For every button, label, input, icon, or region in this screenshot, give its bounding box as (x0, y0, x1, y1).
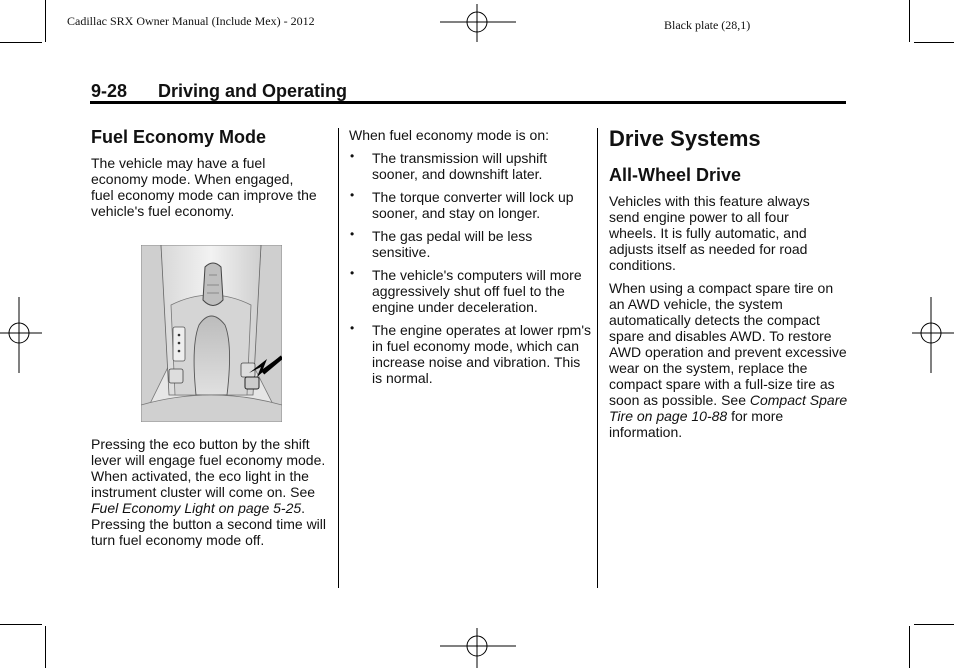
column-divider-1 (338, 128, 339, 588)
registration-mark-bottom (440, 628, 516, 668)
bullet-icon: • (350, 321, 355, 335)
section-title: Driving and Operating (158, 81, 348, 101)
all-wheel-drive-heading: All-Wheel Drive (609, 165, 742, 185)
list-item-text: The engine operates at lower rpm's in fuel economy mode, which can increase noise and vibration. This is normal. (372, 322, 592, 386)
list-item-text: The gas pedal will be less sensitive. (372, 228, 533, 260)
eco-button-paragraph (91, 436, 327, 548)
fuel-economy-light-link[interactable]: Fuel Economy Light on page 5-25 (91, 500, 302, 516)
compact-spare-tire-link[interactable]: Compact Spare Tire on page 10-88 (609, 392, 848, 424)
fuel-economy-heading: Fuel Economy Mode (91, 127, 267, 147)
manual-title: Cadillac SRX Owner Manual (Include Mex) - 2012 (67, 14, 315, 28)
shift-console-illustration (141, 245, 282, 422)
bullet-icon: • (350, 188, 355, 202)
awd-text-1: When using a compact spare tire on an AWD vehicle, the system automatically detects the compact spare and disables AWD. To restore AWD operation and prevent excessive wear on the system, replace the compact spare with a full-size tire as soon as possible. See (609, 280, 847, 408)
bullet-icon: • (350, 149, 355, 163)
list-item (349, 228, 591, 260)
list-item (349, 189, 591, 221)
head-rule (90, 101, 846, 104)
bullet-icon: • (350, 266, 355, 280)
list-item-text: The vehicle's computers will more aggressively shut off fuel to the engine under deceleration. (372, 267, 582, 315)
awd-text-2: for more information. (609, 408, 784, 440)
fuel-economy-intro: The vehicle may have a fuel economy mode. When engaged, fuel economy mode can improve the vehicle's fuel economy. (91, 155, 317, 219)
plate-label: Black plate (28,1) (664, 18, 751, 32)
list-item (349, 150, 591, 182)
list-item (349, 322, 591, 386)
awd-paragraph-2 (609, 280, 849, 440)
registration-mark-top (440, 4, 516, 42)
list-item-text: The torque converter will lock up sooner, and stay on longer. (372, 189, 574, 221)
registration-mark-left (0, 297, 42, 373)
fuel-economy-lead: When fuel economy mode is on: (349, 127, 549, 143)
drive-systems-heading: Drive Systems (609, 126, 761, 151)
list-item-text: The transmission will upshift sooner, and downshift later. (372, 150, 548, 182)
eco-text-1: Pressing the eco button by the shift lever will engage fuel economy mode. When activated, the eco light in the instrument cluster will come on. See (91, 436, 326, 500)
registration-mark-right (912, 297, 954, 373)
bullet-icon: • (350, 227, 355, 241)
column-divider-2 (597, 128, 598, 588)
awd-paragraph-1: Vehicles with this feature always send engine power to all four wheels. It is fully automatic, and adjusts itself as needed for road conditions. (609, 193, 810, 273)
page-number: 9-28 (91, 81, 128, 101)
eco-text-2: . Pressing the button a second time will turn fuel economy mode off. (91, 500, 327, 548)
fuel-economy-effects-list (349, 150, 591, 393)
list-item (349, 267, 591, 315)
